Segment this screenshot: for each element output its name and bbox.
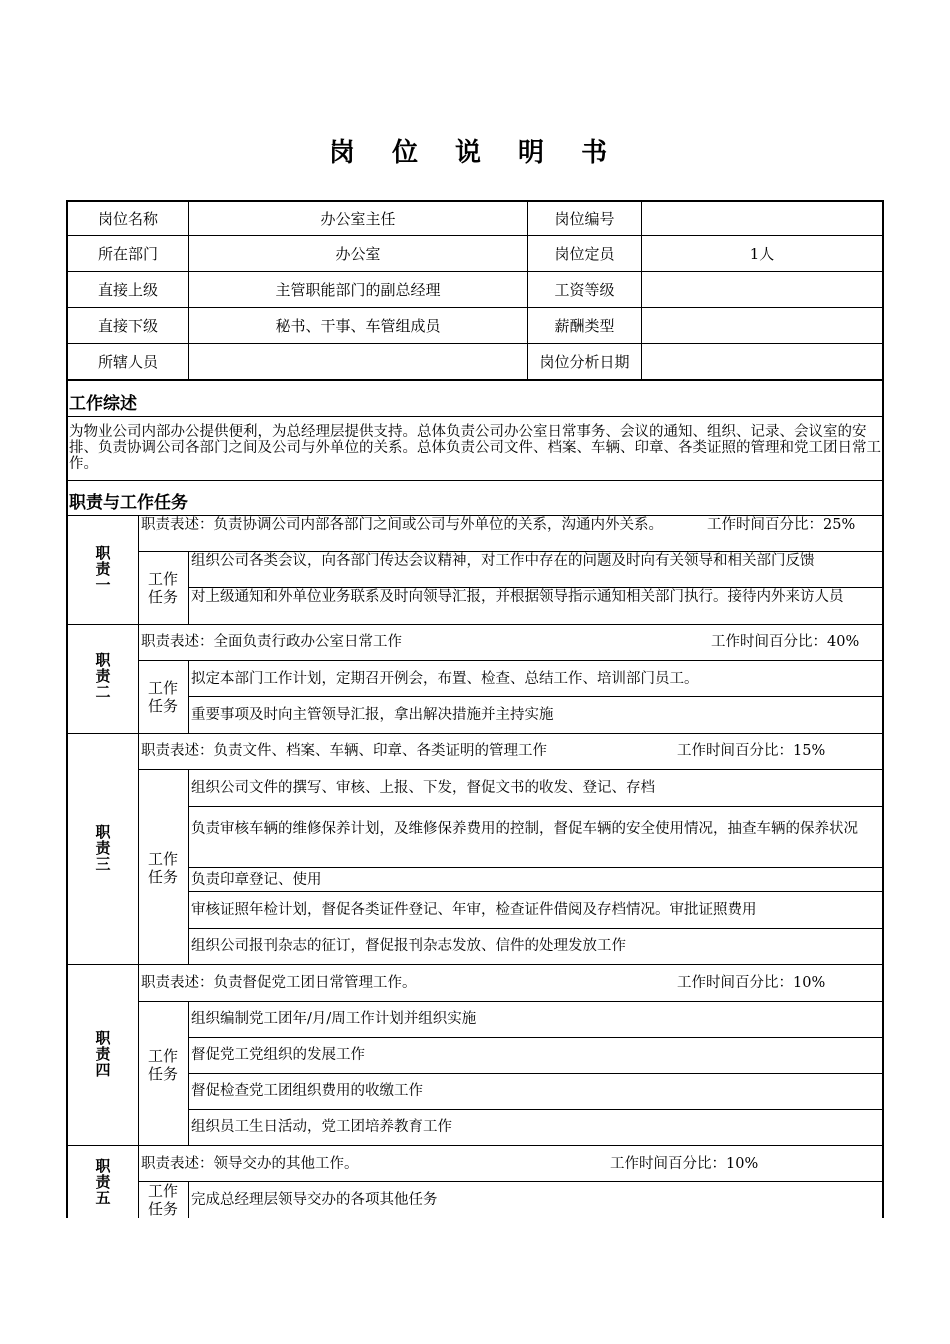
- duty-3-task-5: 组织公司报刊杂志的征订，督促报刊杂志发放、信件的处理发放工作: [191, 938, 626, 954]
- label-analysis-date: 岗位分析日期: [539, 353, 630, 371]
- value-position-code: [642, 201, 882, 235]
- duty-2-task-2: 重要事项及时向主管领导汇报，拿出解决措施并主持实施: [191, 707, 554, 723]
- duty-5-label: 职 责 五: [95, 1157, 111, 1207]
- duty-1-task-2: 对上级通知和外单位业务联系及时向领导汇报，并根据领导指示通知相关部门执行。接待内外来访人员: [191, 589, 844, 605]
- label-pay-type: 薪酬类型: [554, 317, 615, 335]
- label-direct-subordinate: 直接下级: [97, 317, 158, 335]
- duty-1-task-1: 组织公司各类会议，向各部门传达会议精神，对工作中存在的问题及时向有关领导和相关部门反馈: [191, 553, 815, 569]
- duty-3-task-1: 组织公司文件的撰写、审核、上报、下发，督促文书的收发、登记、存档: [191, 780, 655, 796]
- duty-3-task-2: 负责审核车辆的维修保养计划，及维修保养费用的控制，督促车辆的安全使用情况，抽查车辆的保养状况: [191, 821, 858, 837]
- summary-text: 为物业公司内部办公提供便利，为总经理层提供支持。总体负责公司办公室日常事务、会议的通知、组织、记录、会议室的安排、负责协调公司各部门之间及公司与外单位的关系。总体负责公司文件、档案、车辆、印章、各类证照的管理和党工团日常工作。: [69, 424, 881, 472]
- duty-3-statement: 职责表述：负责文件、档案、车辆、印章、各类证明的管理工作: [141, 743, 547, 759]
- value-direct-subordinate: 秘书、干事、车管组成员: [275, 317, 441, 335]
- duty-2-task-label: 工作 任务: [147, 679, 178, 715]
- value-analysis-date: [642, 344, 882, 379]
- duty-4-percent: 工作时间百分比：10%: [677, 975, 826, 991]
- duty-5-task-label: 工作 任务: [147, 1182, 178, 1218]
- duty-4-task-1: 组织编制党工团年/月/周工作计划并组织实施: [191, 1011, 477, 1027]
- duty-5-task-1: 完成总经理层领导交办的各项其他任务: [191, 1192, 438, 1208]
- value-department: 办公室: [335, 245, 381, 263]
- duty-2-statement: 职责表述：全面负责行政办公室日常工作: [141, 634, 402, 650]
- value-direct-superior: 主管职能部门的副总经理: [275, 281, 441, 299]
- duties-heading: 职责与工作任务: [69, 493, 188, 513]
- duty-5-percent: 工作时间百分比：10%: [610, 1156, 759, 1172]
- duty-1-statement: 职责表述：负责协调公司内部各部门之间或公司与外单位的关系，沟通内外关系。 工作时间百分比：25%: [141, 517, 856, 533]
- label-position-code: 岗位编号: [554, 209, 615, 228]
- duty-4-task-3: 督促检查党工团组织费用的收缴工作: [191, 1083, 423, 1099]
- duty-3-percent: 工作时间百分比：15%: [677, 743, 826, 759]
- duty-1-label: 职 责 一: [95, 544, 111, 594]
- label-position-name: 岗位名称: [97, 209, 158, 228]
- duty-3-task-3: 负责印章登记、使用: [191, 872, 322, 888]
- duty-5-statement: 职责表述：领导交办的其他工作。: [141, 1156, 359, 1172]
- value-staff-under: [189, 344, 527, 379]
- duty-4-task-2: 督促党工党组织的发展工作: [191, 1047, 365, 1063]
- duty-4-label: 职 责 四: [95, 1029, 111, 1079]
- duty-3-task-label: 工作 任务: [147, 850, 178, 886]
- duty-2-task-1: 拟定本部门工作计划，定期召开例会，布置、检查、总结工作、培训部门员工。: [191, 671, 699, 687]
- duty-4-task-label: 工作 任务: [147, 1047, 178, 1083]
- page-title: 岗 位 说 明 书: [328, 138, 622, 168]
- value-headcount: 1人: [749, 245, 775, 263]
- duty-4-task-4: 组织员工生日活动，党工团培养教育工作: [191, 1119, 452, 1135]
- duty-4-statement: 职责表述：负责督促党工团日常管理工作。: [141, 975, 417, 991]
- duty-2-label: 职 责 二: [95, 651, 111, 701]
- value-position-name: 办公室主任: [320, 209, 396, 228]
- label-salary-grade: 工资等级: [554, 281, 615, 299]
- duty-2-percent: 工作时间百分比：40%: [711, 634, 860, 650]
- label-department: 所在部门: [97, 245, 158, 263]
- value-salary-grade: [642, 272, 882, 307]
- duty-3-label: 职 责 三: [95, 823, 111, 873]
- label-headcount: 岗位定员: [554, 245, 615, 263]
- label-direct-superior: 直接上级: [97, 281, 158, 299]
- duty-3-task-4: 审核证照年检计划，督促各类证件登记、年审，检查证件借阅及存档情况。审批证照费用: [191, 902, 757, 918]
- summary-heading: 工作综述: [69, 394, 137, 414]
- value-pay-type: [642, 308, 882, 343]
- duty-1-task-label: 工作 任务: [147, 570, 178, 606]
- label-staff-under: 所辖人员: [97, 353, 158, 371]
